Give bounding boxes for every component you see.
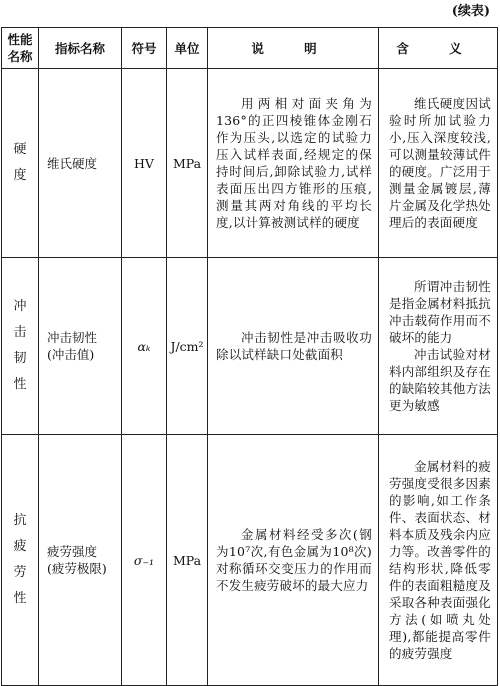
description-cell xyxy=(208,435,379,686)
indicator-line: 冲击韧性 xyxy=(47,330,98,345)
property-char: 性 xyxy=(13,591,27,606)
header-symbol: 符号 xyxy=(122,28,167,69)
indicator-cell xyxy=(39,435,122,686)
property-char: 韧 xyxy=(13,351,27,366)
table-row xyxy=(2,258,498,435)
header-property-line: 名称 xyxy=(7,49,33,64)
indicator-line: (疲劳极限) xyxy=(47,561,107,576)
unit-cell: J/cm² xyxy=(167,258,208,435)
meaning-text: 冲击试验对材料内部组织及存在的缺陷较其他方法更为敏感 xyxy=(389,347,491,413)
symbol-cell: σ₋₁ xyxy=(122,435,167,686)
symbol-cell: αₖ xyxy=(122,258,167,435)
meaning-cell xyxy=(379,69,498,258)
indicator-cell xyxy=(39,258,122,435)
property-cell xyxy=(2,69,39,258)
header-description: 说 明 xyxy=(208,28,379,69)
indicator-cell xyxy=(39,69,122,258)
header-unit: 单位 xyxy=(167,28,208,69)
property-cell xyxy=(2,435,39,686)
description-text: 冲击韧性是冲击吸收功除以试样缺口处截面积 xyxy=(216,330,372,362)
table-row xyxy=(2,69,498,258)
header-property xyxy=(2,28,39,69)
description-cell xyxy=(208,69,379,258)
header-indicator: 指标名称 xyxy=(39,28,122,69)
property-char: 冲 xyxy=(13,299,27,314)
indicator-line: 维氏硬度 xyxy=(47,155,98,171)
property-char: 劳 xyxy=(13,565,27,580)
property-char: 硬 xyxy=(13,142,27,157)
property-char: 击 xyxy=(13,325,27,340)
meaning-cell xyxy=(379,435,498,686)
header-meaning: 含 义 xyxy=(379,28,498,69)
indicator-line: (冲击值) xyxy=(47,347,95,362)
unit-cell: MPa xyxy=(167,435,208,686)
symbol-cell: HV xyxy=(122,69,167,258)
continued-label: (续表) xyxy=(451,4,490,19)
property-char: 性 xyxy=(13,377,27,392)
table-header-row xyxy=(2,28,498,69)
properties-table xyxy=(1,27,498,686)
meaning-text: 金属材料的疲劳强度受很多因素的影响,如工作条件、表面状态、材料本质及残余内应力等。改善零件的结构形状,降低零件的表面粗糙度及采取各种表面强化方法(如喷丸处理),都能提高零件的疲劳强度 xyxy=(389,459,491,661)
property-char: 度 xyxy=(13,168,27,183)
meaning-text: 所谓冲击韧性是指金属材料抵抗冲击载荷作用而不破坏的能力 xyxy=(389,279,491,345)
table-row xyxy=(2,435,498,686)
property-cell xyxy=(2,258,39,435)
description-cell xyxy=(208,258,379,435)
description-text: 用两相对面夹角为136°的正四棱锥体金刚石作为压头,以选定的试验力压入试样表面,经规定的保持时间后,卸除试验力,试样表面压出四方锥形的压痕,测量其两对角线的平均长度,以计算被测试样的硬度 xyxy=(216,96,372,230)
meaning-text: 维氏硬度因试验时所加试验力小,压入深度较浅,可以测量较薄试件的硬度。广泛用于测量金属镀层,薄片金属及化学热处理后的表面硬度 xyxy=(389,96,491,230)
description-text: 金属材料经受多次(钢为10⁷次,有色金属为10⁸次)对称循环交变压力的作用而不发生疲劳破坏的最大应力 xyxy=(216,527,372,593)
meaning-cell xyxy=(379,258,498,435)
header-property-line: 性能 xyxy=(7,32,33,47)
property-char: 疲 xyxy=(13,539,27,554)
indicator-line: 疲劳强度 xyxy=(47,544,98,559)
unit-cell: MPa xyxy=(167,69,208,258)
property-char: 抗 xyxy=(13,513,27,528)
